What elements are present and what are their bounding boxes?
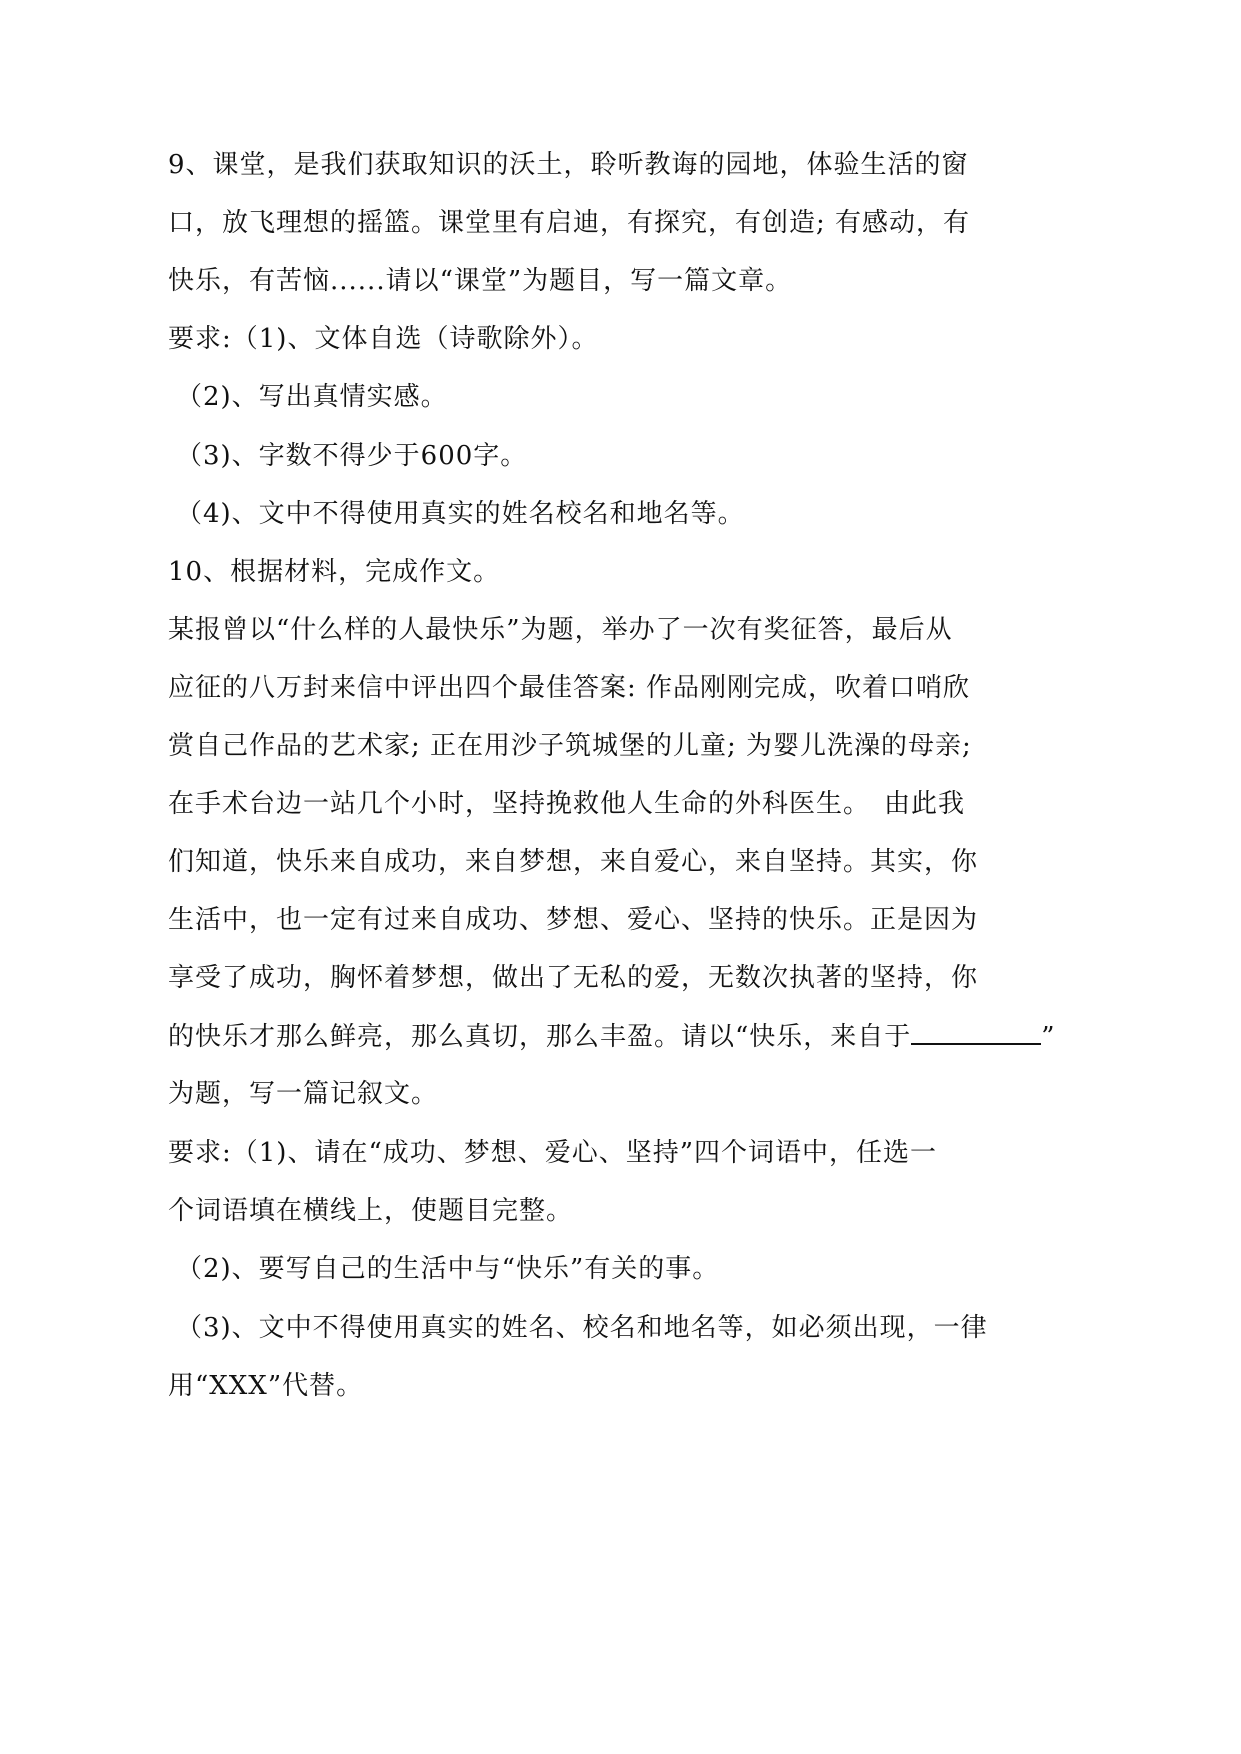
q10-line: 在手术台边一站几个小时，坚持挽救他人生命的外科医生。 由此我	[168, 789, 966, 819]
fill-in-blank	[911, 1021, 1041, 1045]
closing-quote: ”	[1041, 1022, 1056, 1052]
q10-requirement: 用“XXX”代替。	[168, 1371, 364, 1401]
q10-title-line	[168, 1020, 1056, 1054]
q10-line: 赏自己作品的艺术家; 正在用沙子筑城堡的儿童; 为婴儿洗澡的母亲;	[168, 731, 972, 761]
q9-line: 口，放飞理想的摇篮。课堂里有启迪，有探究，有创造; 有感动，有	[168, 208, 971, 238]
q10-line: 生活中，也一定有过来自成功、梦想、爱心、坚持的快乐。正是因为	[168, 905, 979, 935]
q10-line: 某报曾以“什么样的人最快乐”为题，举办了一次有奖征答，最后从	[168, 615, 953, 645]
q9-requirement: 要求:（1)、文体自选（诗歌除外）。	[168, 324, 599, 354]
q10-line: 为题，写一篇记叙文。	[168, 1079, 439, 1109]
q10-line: 应征的八万封来信中评出四个最佳答案: 作品刚刚完成，吹着口哨欣	[168, 673, 971, 703]
q9-requirement: （2)、写出真情实感。	[176, 382, 448, 412]
q9-line: 快乐，有苦恼......请以“课堂”为题目，写一篇文章。	[168, 266, 793, 296]
q10-title: 10、根据材料，完成作文。	[168, 557, 501, 587]
q10-requirement: （3)、文中不得使用真实的姓名、校名和地名等，如必须出现，一律	[176, 1313, 988, 1343]
q10-requirement: 个词语填在横线上，使题目完整。	[168, 1196, 574, 1226]
q9-requirement: （4)、文中不得使用真实的姓名校名和地名等。	[176, 499, 745, 529]
q10-requirement: 要求:（1)、请在“成功、梦想、爱心、坚持”四个词语中，任选一	[168, 1138, 938, 1168]
q10-requirement: （2)、要写自己的生活中与“快乐”有关的事。	[176, 1254, 720, 1284]
q10-line-text: 的快乐才那么鲜亮，那么真切，那么丰盈。请以“快乐，来自于	[168, 1022, 912, 1052]
q9-line: 9、课堂，是我们获取知识的沃土，聆听教诲的园地，体验生活的窗	[168, 150, 969, 180]
q10-line: 享受了成功，胸怀着梦想，做出了无私的爱，无数次执著的坚持，你	[168, 963, 979, 993]
q9-requirement: （3)、字数不得少于600字。	[176, 441, 528, 471]
q10-line: 们知道，快乐来自成功，来自梦想，来自爱心，来自坚持。其实，你	[168, 847, 979, 877]
